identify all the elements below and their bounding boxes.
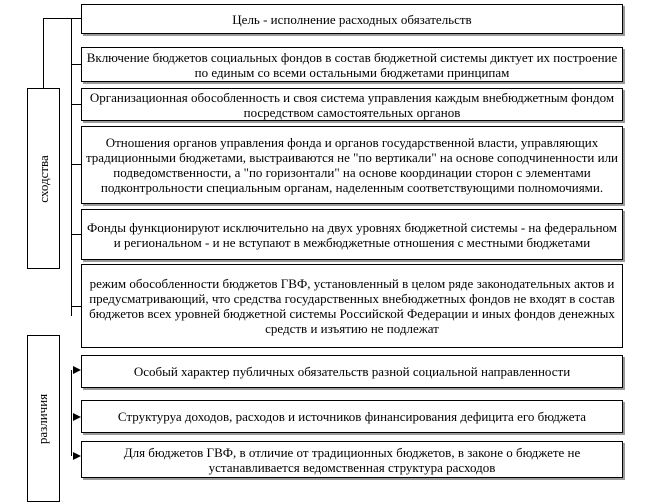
differences-label: различия <box>35 393 51 444</box>
similarities-label-box <box>27 88 60 269</box>
difference-text-1: Особый характер публичных обязательств разной социальной направленности <box>133 364 571 379</box>
similarity-box-4 <box>81 126 623 204</box>
similarity-box-5 <box>81 209 623 260</box>
difference-box-3 <box>81 441 623 478</box>
similarities-branch-3 <box>71 104 81 105</box>
similarity-text-3: Организационная обособленность и своя система управления каждым внебюджетным фондом посредством самостоятельных органов <box>89 89 615 120</box>
differences-spine <box>71 370 72 456</box>
similarities-branch-2 <box>71 64 81 65</box>
similarities-branch-4 <box>71 164 81 165</box>
similarities-label: сходства <box>35 154 51 203</box>
difference-box-1 <box>81 355 623 388</box>
similarity-text-6: режим обособленности бюджетов ГВФ, установленный в целом ряде законодательных актов и предусматривающий, что средства государственных внебюджетных фондов не входят в состав бюджетов всех уровней бюджетной системы Российской Федерации и иных фондов денежных средств и изъятию не подлежат <box>89 276 615 336</box>
similarities-connector-top <box>43 18 71 19</box>
differences-arrow-1 <box>73 366 81 374</box>
differences-arrow-3 <box>73 452 81 460</box>
similarity-text-4: Отношения органов управления фонда и органов государственной власти, управляющих традиционными бюджетами, выстраиваются не "по вертикали" на основе соподчиненности или подведомственности, а "по горизонтали" на основе координации сторон с элементами подконтрольности специальным органам, наделенным соответствующими полномочиями. <box>85 135 619 195</box>
similarity-box-1 <box>81 4 623 34</box>
similarities-vertical-connector <box>43 18 44 88</box>
similarities-branch-1 <box>71 18 81 19</box>
similarity-text-2: Включение бюджетов социальных фондов в состав бюджетной системы диктует их построение по единым со всеми остальными бюджетами принципам <box>86 49 618 80</box>
similarity-box-3 <box>81 88 623 121</box>
similarities-branch-6 <box>71 306 81 307</box>
similarity-box-6 <box>81 264 623 348</box>
similarities-branch-5 <box>71 234 81 235</box>
difference-text-2: Структуруа доходов, расходов и источников финансирования дефицита его бюджета <box>117 409 587 424</box>
difference-box-2 <box>81 400 623 433</box>
differences-label-box <box>27 335 60 502</box>
similarity-text-5: Фонды функционируют исключительно на двух уровнях бюджетной системы - на федеральном и региональном - и не вступают в межбюджетные отношения с местными бюджетами <box>86 219 618 250</box>
similarity-text-1: Цель - исполнение расходных обязательств <box>232 11 472 27</box>
similarity-box-2 <box>81 47 623 82</box>
differences-arrow-2 <box>73 413 81 421</box>
difference-text-3: Для бюджетов ГВФ, в отличие от традиционных бюджетов, в законе о бюджете не устанавливается ведомственная структура расходов <box>123 444 581 475</box>
similarities-vertical-spine <box>71 18 72 316</box>
